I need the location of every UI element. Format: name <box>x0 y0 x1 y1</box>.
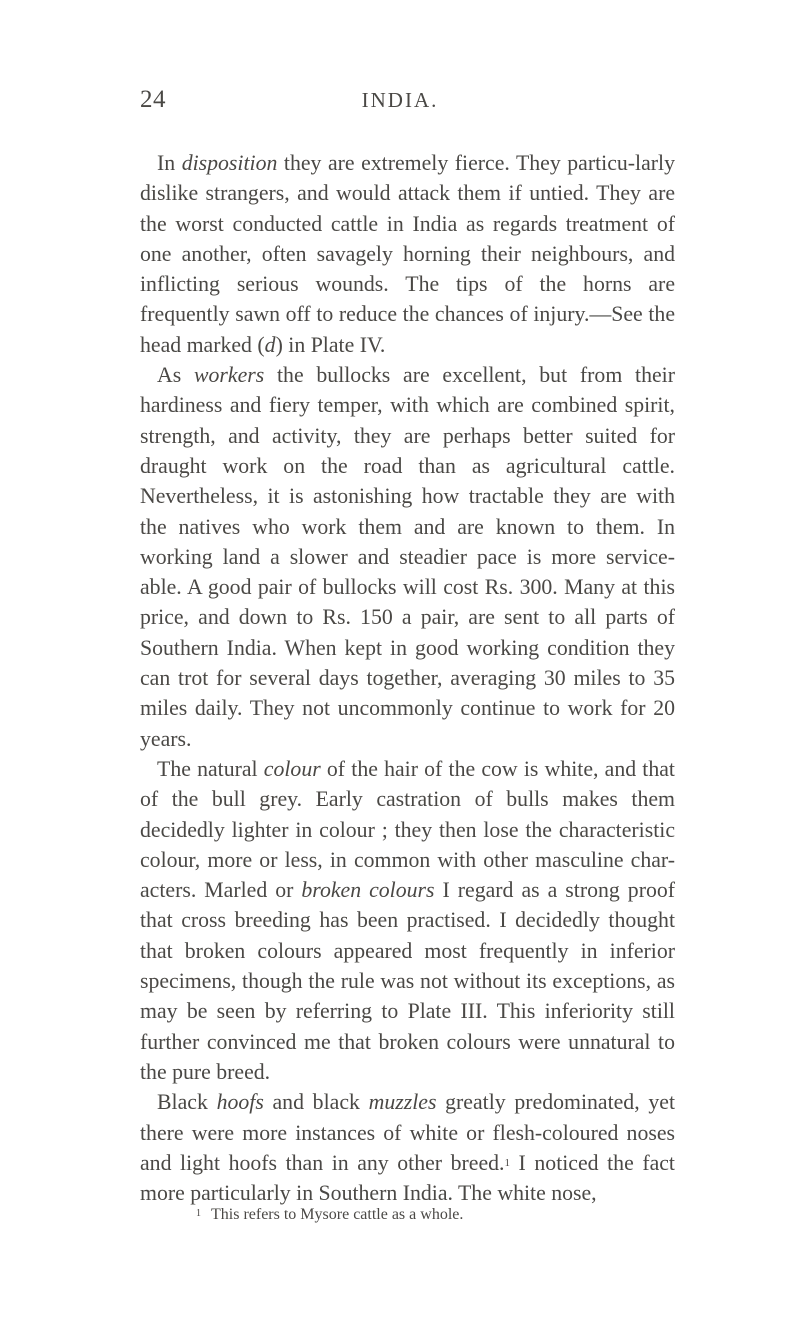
text-run: I regard as a strong proof that cross breeding has been practised. I decidedly thought that broken colours appeared most frequently in inferior specimens, though the rule was not without its exceptions, as may be seen by referring to Plate III. This inferiority still further convinced me that broken colours were unnatural to the pure breed. <box>140 878 676 1084</box>
paragraph <box>140 148 675 360</box>
text-run: they are extremely fierce. They particu-larly dislike strangers, and would attack them if untied. They are the worst conducted cattle in India as regards treatment of one another, often savagely horning their neighbours, and inflicting serious wounds. The tips of the horns are frequently sawn off to reduce the chances of injury.—See the head marked ( <box>140 151 675 357</box>
page-number: 24 <box>140 86 166 113</box>
footnote-marker: 1 <box>196 1208 201 1219</box>
paragraph <box>140 360 675 754</box>
text-run: Black <box>157 1090 217 1115</box>
footnote-text: This refers to Mysore cattle as a whole. <box>211 1206 464 1223</box>
running-head <box>0 86 800 116</box>
text-run: ) in Plate IV. <box>275 332 386 357</box>
body-text <box>140 148 675 1208</box>
text-run: In <box>157 151 182 175</box>
italic-term: d <box>264 332 276 357</box>
italic-term: broken colours <box>301 878 435 903</box>
italic-term: workers <box>194 363 265 388</box>
text-run: greatly predominated, yet there were more instances of white or flesh-coloured noses and light hoofs than in any other breed. <box>140 1090 675 1175</box>
italic-term: hoofs <box>216 1090 264 1115</box>
italic-term: colour <box>263 756 321 781</box>
italic-term: disposition <box>181 151 278 175</box>
running-title: INDIA. <box>361 88 439 112</box>
text-run: and black <box>263 1090 369 1115</box>
paragraph <box>140 754 675 1087</box>
text-run: The natural <box>157 756 264 781</box>
text-run: of the hair of the cow is white, and that of the bull grey. Early castration of bulls makes them decidedly lighter in colour ; they then lose the characteristic colour, more or less, in common with other masculine char-acters. Marled or <box>140 756 675 903</box>
footnote-reference: 1 <box>504 1156 510 1169</box>
footnote <box>196 1205 676 1225</box>
italic-term: muzzles <box>368 1090 437 1115</box>
text-run: the bullocks are excellent, but from their hardiness and fiery temper, with which are combined spirit, strength, and activity, they are perhaps better suited for draught work on the road than as agricultural cattle. Nevertheless, it is astonishing how tractable they are with the natives who work them and are known to them. In working land a slower and steadier pace is more service-able. A good pair of bullocks will cost Rs. 300. Many at this price, and down to Rs. 150 a pair, are sent to all parts of Southern India. When kept in good working condition they can trot for several days together, averaging 30 miles to 35 miles daily. They not uncommonly continue to work for 20 years. <box>140 363 675 751</box>
paragraph <box>140 1087 675 1208</box>
text-run: I noticed the fact more particularly in Southern India. The white nose, <box>140 1150 675 1206</box>
text-run: As <box>157 363 194 388</box>
